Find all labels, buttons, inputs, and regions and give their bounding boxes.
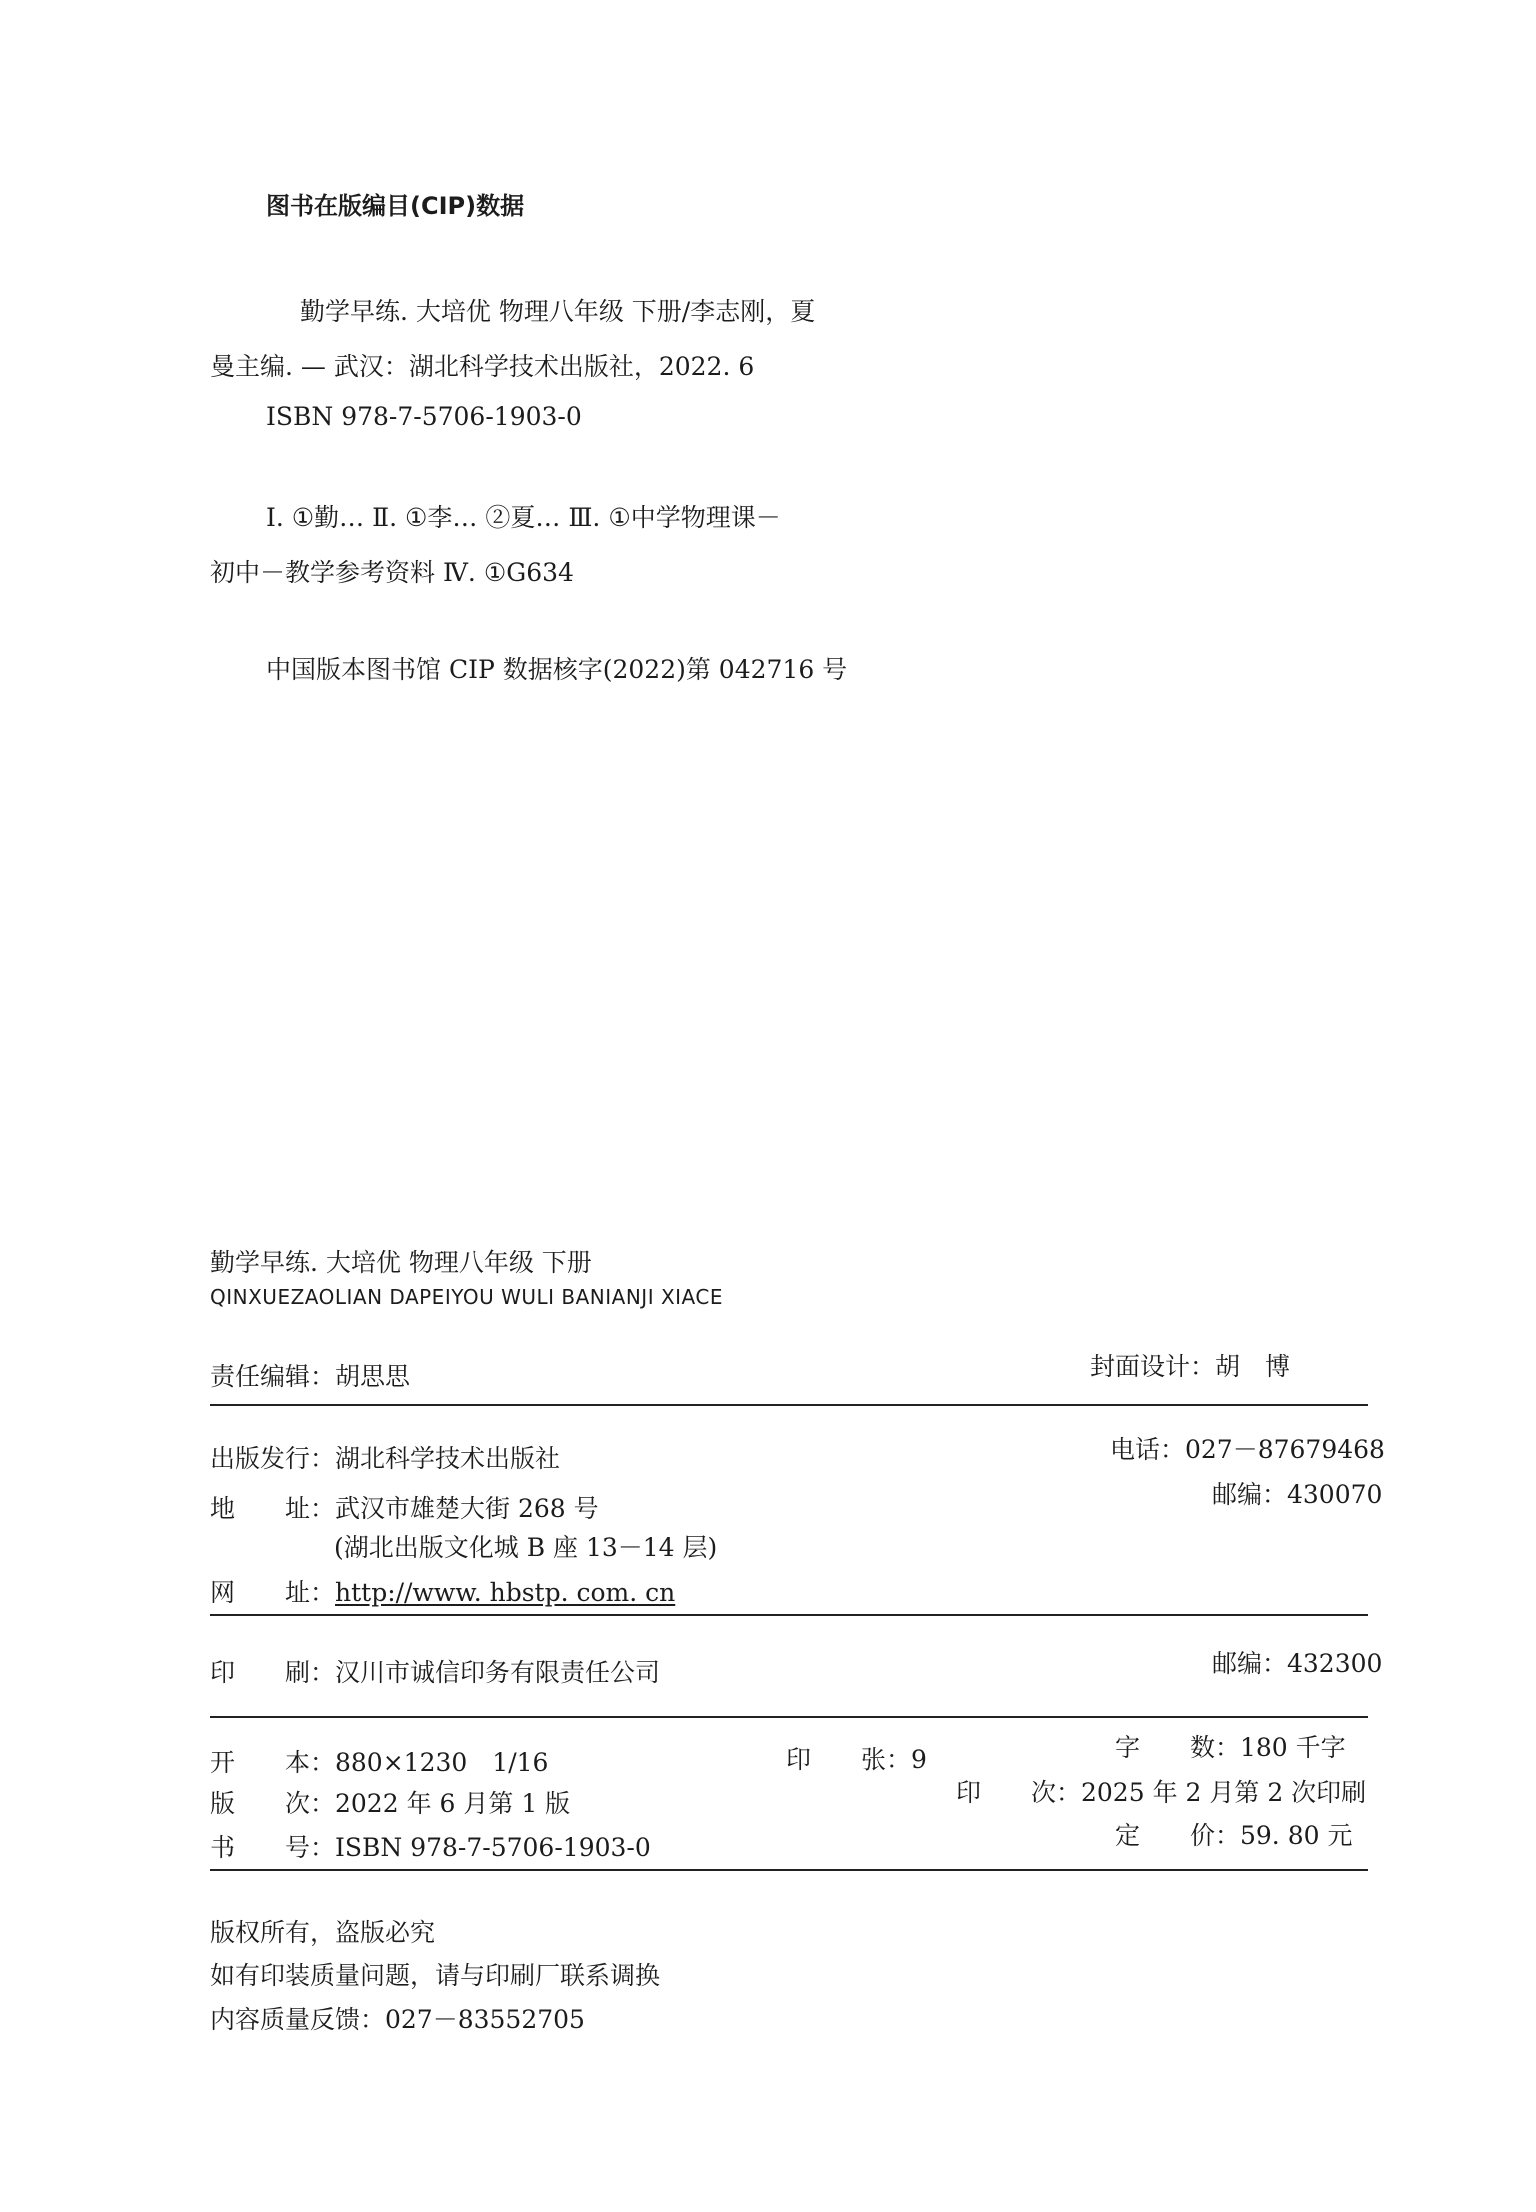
spec-printing: 印 次：2025 年 2 月第 2 次印刷	[956, 1778, 1367, 1807]
spec-format: 开 本：880×1230 1/16	[210, 1748, 549, 1777]
copyright-notice: 版权所有，盗版必究	[210, 1918, 436, 1947]
address-value: 武汉市雄楚大街 268 号	[335, 1494, 599, 1523]
publisher-website	[210, 1573, 675, 1609]
printer-zip: 邮编：432300	[1212, 1649, 1383, 1678]
cip-title: 图书在版编目(CIP)数据	[266, 192, 525, 220]
publisher-zip: 邮编：430070	[1212, 1480, 1383, 1509]
printer	[210, 1653, 660, 1689]
divider	[210, 1404, 1368, 1406]
printer-label: 印 刷：	[210, 1658, 336, 1687]
divider	[210, 1716, 1368, 1718]
publisher-address-building: (湖北出版文化城 B 座 13－14 层)	[334, 1533, 718, 1562]
spec-isbn: 书 号：ISBN 978-7-5706-1903-0	[210, 1833, 651, 1862]
publisher: 出版发行：湖北科学技术出版社	[210, 1444, 561, 1473]
cip-classification-line-1: Ⅰ. ①勤… Ⅱ. ①李… ②夏… Ⅲ. ①中学物理课－	[266, 503, 781, 532]
website-label: 网 址：	[210, 1578, 336, 1607]
cover-designer-label: 封面设计：	[1090, 1352, 1216, 1381]
publisher-address	[210, 1489, 599, 1525]
cip-book-line-2: 曼主编. — 武汉：湖北科学技术出版社，2022. 6	[210, 352, 755, 381]
cip-classification-line-2: 初中－教学参考资料 Ⅳ. ①G634	[210, 558, 574, 587]
publisher-phone: 电话：027－87679468	[1110, 1435, 1385, 1464]
quality-notice: 如有印装质量问题，请与印刷厂联系调换	[210, 1961, 661, 1990]
spec-word-count: 字 数：180 千字	[1115, 1733, 1346, 1762]
spec-edition: 版 次：2022 年 6 月第 1 版	[210, 1789, 571, 1818]
book-title-en: QINXUEZAOLIAN DAPEIYOU WULI BANIANJI XIACE	[210, 1285, 723, 1309]
feedback-contact: 内容质量反馈：027－83552705	[210, 2005, 585, 2034]
cip-book-line-1: 勤学早练. 大培优 物理八年级 下册/李志刚，夏	[300, 297, 816, 326]
cover-designer-name: 胡 博	[1215, 1352, 1291, 1381]
cover-designer	[1090, 1347, 1290, 1383]
divider	[210, 1614, 1368, 1616]
spec-price: 定 价：59. 80 元	[1115, 1821, 1353, 1850]
cip-record-number: 中国版本图书馆 CIP 数据核字(2022)第 042716 号	[266, 655, 848, 684]
spec-sheets: 印 张：9	[786, 1745, 927, 1774]
book-title-cn: 勤学早练. 大培优 物理八年级 下册	[210, 1248, 592, 1277]
address-label: 地 址：	[210, 1494, 336, 1523]
responsible-editor: 责任编辑：胡思思	[210, 1362, 411, 1391]
divider	[210, 1869, 1368, 1871]
cip-isbn: ISBN 978-7-5706-1903-0	[266, 402, 582, 431]
website-link[interactable]: http://www. hbstp. com. cn	[335, 1578, 676, 1607]
printer-name: 汉川市诚信印务有限责任公司	[335, 1658, 661, 1687]
